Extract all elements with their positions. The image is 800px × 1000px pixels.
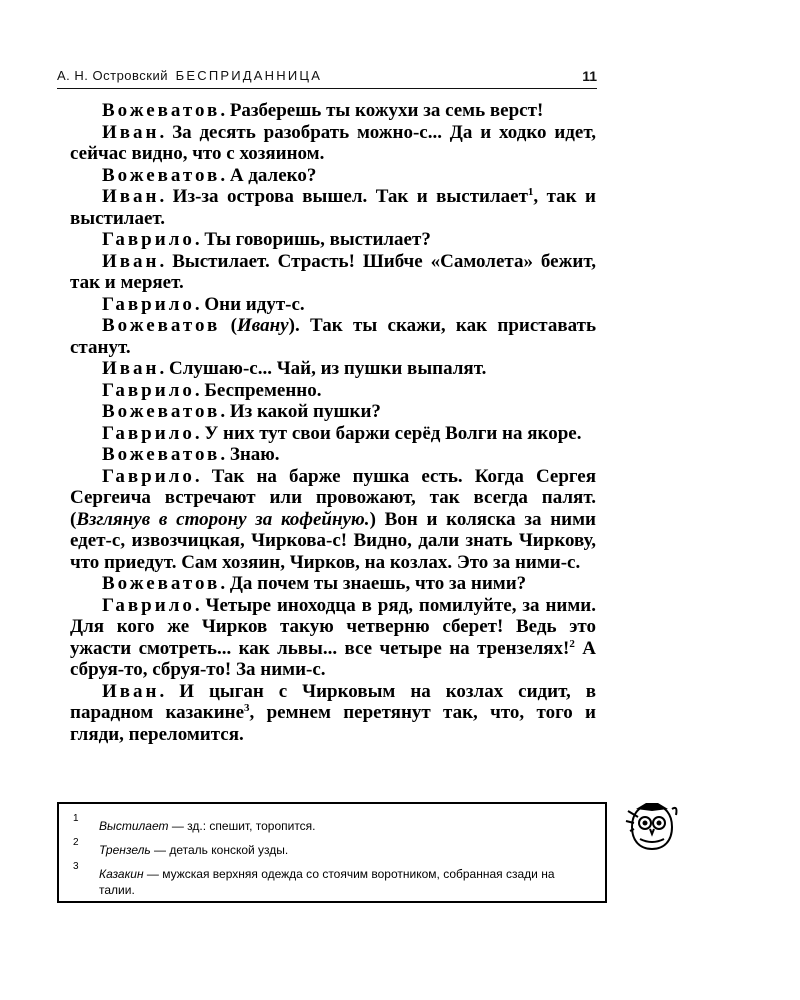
footnote-term: Казакин xyxy=(99,867,144,881)
footnote-item xyxy=(73,813,591,834)
footnotes-box xyxy=(57,802,607,903)
footnote-term: Выстилает xyxy=(99,819,169,833)
dialogue-line xyxy=(70,251,596,294)
line-text: . Беспременно. xyxy=(194,379,322,401)
footnote-ref[interactable]: 3 xyxy=(244,702,250,714)
dialogue-line xyxy=(70,294,596,316)
line-text: . У них тут свои баржи серёд Волги на якоре. xyxy=(194,422,582,444)
line-text: . И цыган с Чирковым на козлах сидит, в парадном казакине xyxy=(70,680,596,723)
speaker-name: Иван xyxy=(102,121,160,143)
dialogue-line xyxy=(70,423,596,445)
line-text: . Знаю. xyxy=(220,444,280,465)
footnote-ref[interactable]: 1 xyxy=(527,186,534,198)
speaker-name: Гаврило xyxy=(102,229,195,250)
dialogue-line xyxy=(70,229,596,251)
speaker-name: Вожеватов xyxy=(102,164,221,186)
footnote-item xyxy=(73,837,591,858)
footnote-definition: — деталь конской узды. xyxy=(150,843,289,857)
line-text: . Да почем ты знаешь, что за ними? xyxy=(220,573,527,594)
speaker-name: Иван xyxy=(102,680,160,702)
line-text-tail: ) Вон и коляска за ними едет-с, извозчицкая, Чиркова-с! Видно, дали знать Чиркову, что приедут. Сам хозяин, Чирков, на козлах. Это за ними-с. xyxy=(70,508,596,573)
footnote-body xyxy=(73,818,591,834)
play-text xyxy=(70,100,596,745)
owl-mascot-icon xyxy=(622,799,682,855)
book-title: БЕСПРИДАННИЦА xyxy=(175,68,323,83)
line-text: . Разберешь ты кожухи за семь верст! xyxy=(220,100,544,121)
footnote-definition: — мужская верхняя одежда со стоячим воротником, собранная сзади на талии. xyxy=(99,867,555,897)
line-text-tail: А сбруя-то, сбруя-то! За ними-с. xyxy=(70,637,596,680)
dialogue-line xyxy=(70,681,596,746)
speaker-name: Гаврило xyxy=(102,293,195,315)
dialogue-line xyxy=(70,186,596,229)
line-text: . А далеко? xyxy=(220,164,317,186)
dialogue-line xyxy=(70,401,596,423)
dialogue-line xyxy=(70,595,596,681)
line-text: . Так ты скажи, как приставать станут. xyxy=(70,315,596,358)
footnote-body xyxy=(73,842,591,858)
line-text: . Четыре иноходца в ряд, помилуйте, за ними. Для кого же Чирков такую четверню сберет! Ведь это ужасти смотреть... как львы... все четыре на трензелях! xyxy=(70,594,596,659)
page-number: 11 xyxy=(582,68,597,84)
line-text: . Из-за острова вышел. Так и выстилает xyxy=(159,186,528,207)
dialogue-line xyxy=(70,100,596,122)
speaker-name: Вожеватов xyxy=(102,401,221,422)
footnote-term: Трензель xyxy=(99,843,151,857)
footnote-item xyxy=(73,861,591,898)
footnote-number: 1 xyxy=(73,813,79,824)
stage-direction: Взглянув в сторону за кофейную. xyxy=(76,508,370,530)
speaker-name: Иван xyxy=(102,186,160,207)
dialogue-line xyxy=(70,444,596,466)
header-rule xyxy=(57,88,597,89)
line-text-tail: , ремнем перетянут так, что, того и гляди, переломится. xyxy=(70,702,596,745)
line-text: . За десять разобрать можно-с... Да и ходко идет, сейчас видно, что с хозяином. xyxy=(70,121,596,164)
speaker-name: Вожеватов xyxy=(102,444,221,465)
dialogue-line xyxy=(70,380,596,402)
speaker-name: Гаврило xyxy=(102,379,195,401)
speaker-name: Иван xyxy=(102,358,160,379)
line-text: . Из какой пушки? xyxy=(220,401,381,422)
line-text: . Они идут-с. xyxy=(194,293,305,315)
speaker-name: Вожеватов xyxy=(102,100,221,121)
footnote-number: 2 xyxy=(73,837,79,848)
line-text: . Ты говоришь, выстилает? xyxy=(194,229,431,250)
dialogue-line xyxy=(70,165,596,187)
line-text: . Так на барже пушка есть. Когда Сергея Сергеича встречают или провожают, так всегда палят. ( xyxy=(70,465,596,530)
line-text-tail: , так и выстилает. xyxy=(70,186,596,229)
speaker-name: Иван xyxy=(102,250,160,272)
footnote-definition: — зд.: спешит, торопится. xyxy=(168,819,316,833)
stage-open: ( xyxy=(220,315,237,336)
dialogue-line xyxy=(70,466,596,574)
dialogue-line xyxy=(70,122,596,165)
dialogue-line xyxy=(70,358,596,380)
speaker-name: Вожеватов xyxy=(102,573,221,594)
footnote-body xyxy=(73,866,591,898)
speaker-name: Гаврило xyxy=(102,465,195,487)
stage-close: ) xyxy=(288,315,295,336)
line-text: . Выстилает. Страсть! Шибче «Самолета» бежит, так и меряет. xyxy=(70,250,596,293)
author-name: А. Н. Островский xyxy=(57,68,169,83)
footnote-ref[interactable]: 2 xyxy=(569,637,575,650)
speaker-name: Вожеватов xyxy=(102,315,221,336)
line-text: . Слушаю-с... Чай, из пушки выпалят. xyxy=(159,358,487,379)
footnote-number: 3 xyxy=(73,861,79,872)
stage-direction: Ивану xyxy=(236,315,289,336)
dialogue-line xyxy=(70,315,596,358)
dialogue-line xyxy=(70,573,596,595)
speaker-name: Гаврило xyxy=(102,594,195,616)
speaker-name: Гаврило xyxy=(102,422,195,444)
running-head xyxy=(57,68,597,90)
